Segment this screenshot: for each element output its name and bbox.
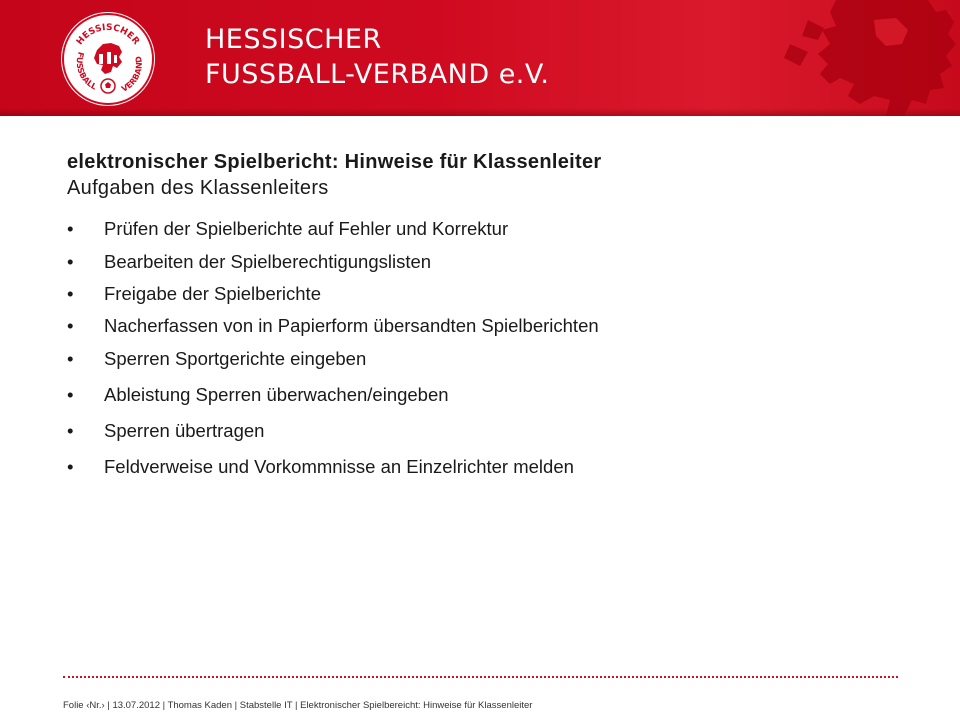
list-item (67, 384, 599, 420)
slide-title: elektronischer Spielbericht: Hinweise für Klassenleiter (67, 151, 602, 173)
task-list (67, 218, 599, 488)
list-item-text: Prüfen der Spielberichte auf Fehler und Korrektur (104, 218, 509, 239)
list-item-text: Sperren Sportgerichte eingeben (104, 348, 367, 369)
footer-divider (63, 676, 898, 678)
seal-text-left: FUSSBALL (74, 50, 99, 92)
bullet-icon: • (67, 420, 74, 441)
list-item (67, 456, 599, 488)
list-item (67, 251, 599, 283)
slide-subtitle: Aufgaben des Klassenleiters (67, 177, 329, 199)
list-item (67, 315, 599, 348)
list-item-text: Sperren übertragen (104, 420, 265, 441)
bullet-icon: • (67, 384, 74, 405)
list-item (67, 348, 599, 384)
org-name-line2: FUSSBALL-VERBAND e.V. (205, 59, 550, 90)
bullet-icon: • (67, 283, 74, 304)
seal-football-icon (101, 79, 115, 93)
footer-text: Folie ‹Nr.› | 13.07.2012 | Thomas Kaden | Stabstelle IT | Elektronischer Spielbereicht: Hinweise für Klassenleiter (63, 700, 533, 711)
org-name (205, 22, 549, 92)
bullet-icon: • (67, 348, 74, 369)
seal-text-top: HESSISCHER (75, 22, 142, 48)
list-item (67, 218, 599, 251)
list-item-text: Feldverweise und Vorkommnisse an Einzelrichter melden (104, 456, 574, 477)
hfv-seal-logo (59, 10, 157, 108)
org-name-line1: HESSISCHER (205, 24, 382, 55)
bullet-icon: • (67, 218, 74, 239)
seal-text-right: VERBAND (120, 55, 144, 94)
list-item (67, 420, 599, 456)
lion-watermark-icon (778, 0, 960, 116)
bullet-icon: • (67, 315, 74, 336)
list-item-text: Freigabe der Spielberichte (104, 283, 321, 304)
header-banner (0, 0, 960, 116)
list-item (67, 283, 599, 315)
list-item-text: Nacherfassen von in Papierform übersandten Spielberichten (104, 315, 599, 336)
list-item-text: Bearbeiten der Spielberechtigungslisten (104, 251, 432, 272)
bullet-icon: • (67, 456, 74, 477)
bullet-icon: • (67, 251, 74, 272)
list-item-text: Ableistung Sperren überwachen/eingeben (104, 384, 449, 405)
